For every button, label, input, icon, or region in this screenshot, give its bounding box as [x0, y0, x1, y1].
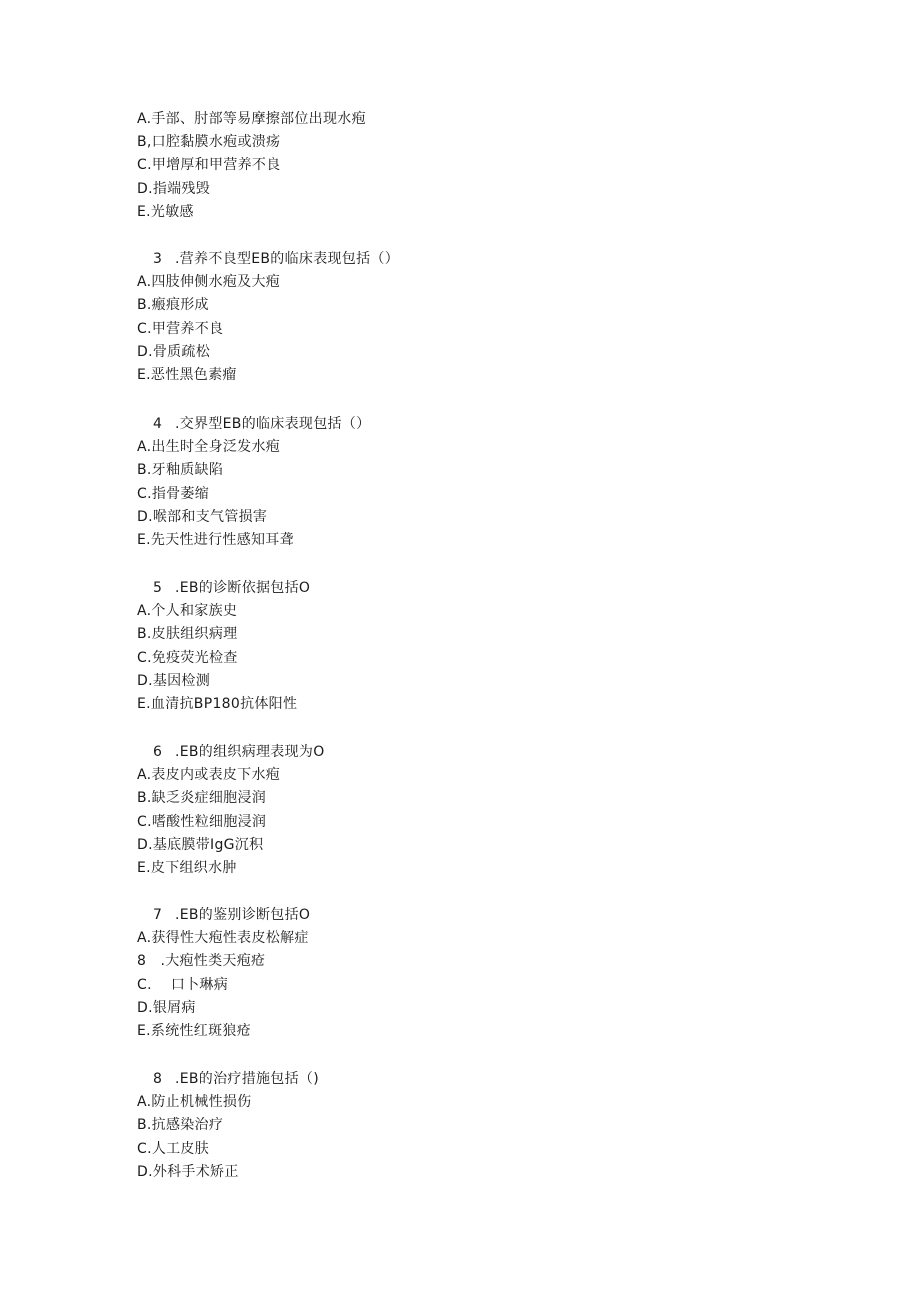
question-title	[137, 577, 837, 600]
option-b: B,口腔黏膜水疱或溃疡	[137, 134, 281, 151]
question-block-5	[137, 577, 837, 716]
option-b: B.瘢痕形成	[137, 297, 209, 314]
option-b: B.缺乏炎症细胞浸润	[137, 790, 267, 807]
option-a: A.获得性大疱性表皮松解症	[137, 930, 309, 947]
option-d: D.喉部和支气管损害	[137, 508, 268, 525]
option-e: E.皮下组织水肿	[137, 859, 237, 876]
option-c: C.嗜酸性粒细胞浸润	[137, 813, 267, 830]
option-b: B.皮肤组织病理	[137, 626, 238, 643]
option-d: D.骨质疏松	[137, 343, 211, 360]
option-b: B.抗感染治疗	[137, 1117, 224, 1134]
question-block-6	[137, 741, 837, 880]
option-a: A.手部、肘部等易摩擦部位出现水疱	[137, 111, 366, 127]
option-d: D.银屑病	[137, 999, 196, 1016]
option-c: C.指骨萎缩	[137, 485, 210, 502]
question-number: 4	[153, 416, 163, 432]
option-a: A.防止机械性损伤	[137, 1094, 252, 1111]
question-title	[137, 1068, 837, 1091]
question-number: 6	[153, 744, 163, 760]
option-e: E.恶性黑色素瘤	[137, 366, 237, 383]
question-block-8	[137, 1068, 837, 1184]
question-title	[137, 904, 837, 927]
question-number: 5	[153, 580, 163, 596]
question-text: .营养不良型EB的临床表现包括（）	[175, 251, 399, 267]
question-text: .EB的治疗措施包括（)	[175, 1071, 319, 1087]
option-c: C. 口卜琳病	[137, 976, 229, 993]
question-number: 3	[153, 251, 163, 267]
option-e: E.血清抗BP180抗体阳性	[137, 695, 298, 712]
option-d: D.外科手术矫正	[137, 1163, 239, 1180]
option-b: 8 .大疱性类天疱疮	[137, 953, 266, 970]
option-d: D.基因检测	[137, 672, 211, 689]
option-d: D.基底膜带IgG沉积	[137, 836, 264, 853]
option-e: E.系统性红斑狼疮	[137, 1022, 251, 1039]
option-c: C.甲增厚和甲营养不良	[137, 157, 281, 174]
question-text: .EB的鉴别诊断包括O	[175, 907, 311, 923]
option-d: D.指端残毁	[137, 180, 211, 197]
option-a: A.四肢伸侧水疱及大疱	[137, 274, 281, 291]
question-text: .EB的组织病理表现为O	[175, 744, 325, 760]
option-b: B.牙釉质缺陷	[137, 462, 224, 479]
question-block-continued	[137, 108, 837, 224]
option-e: E.光敏感	[137, 203, 194, 220]
option-a: A.出生时全身泛发水疱	[137, 439, 281, 456]
question-block-7	[137, 904, 837, 1043]
option-a: A.个人和家族史	[137, 603, 238, 620]
option-c: C.甲营养不良	[137, 320, 224, 337]
question-text: .EB的诊断依据包括O	[175, 580, 311, 596]
question-number: 7	[153, 907, 163, 923]
question-title	[137, 413, 837, 436]
option-c: C.人工皮肤	[137, 1140, 210, 1157]
option-e: E.先天性进行性感知耳聋	[137, 531, 294, 548]
question-text: .交界型EB的临床表现包括（）	[175, 416, 371, 432]
question-block-4	[137, 413, 837, 552]
question-title	[137, 248, 837, 271]
question-title	[137, 741, 837, 764]
question-block-3	[137, 248, 837, 387]
question-number: 8	[153, 1071, 163, 1087]
option-c: C.免疫荧光检查	[137, 649, 238, 666]
option-a: A.表皮内或表皮下水疱	[137, 767, 281, 784]
